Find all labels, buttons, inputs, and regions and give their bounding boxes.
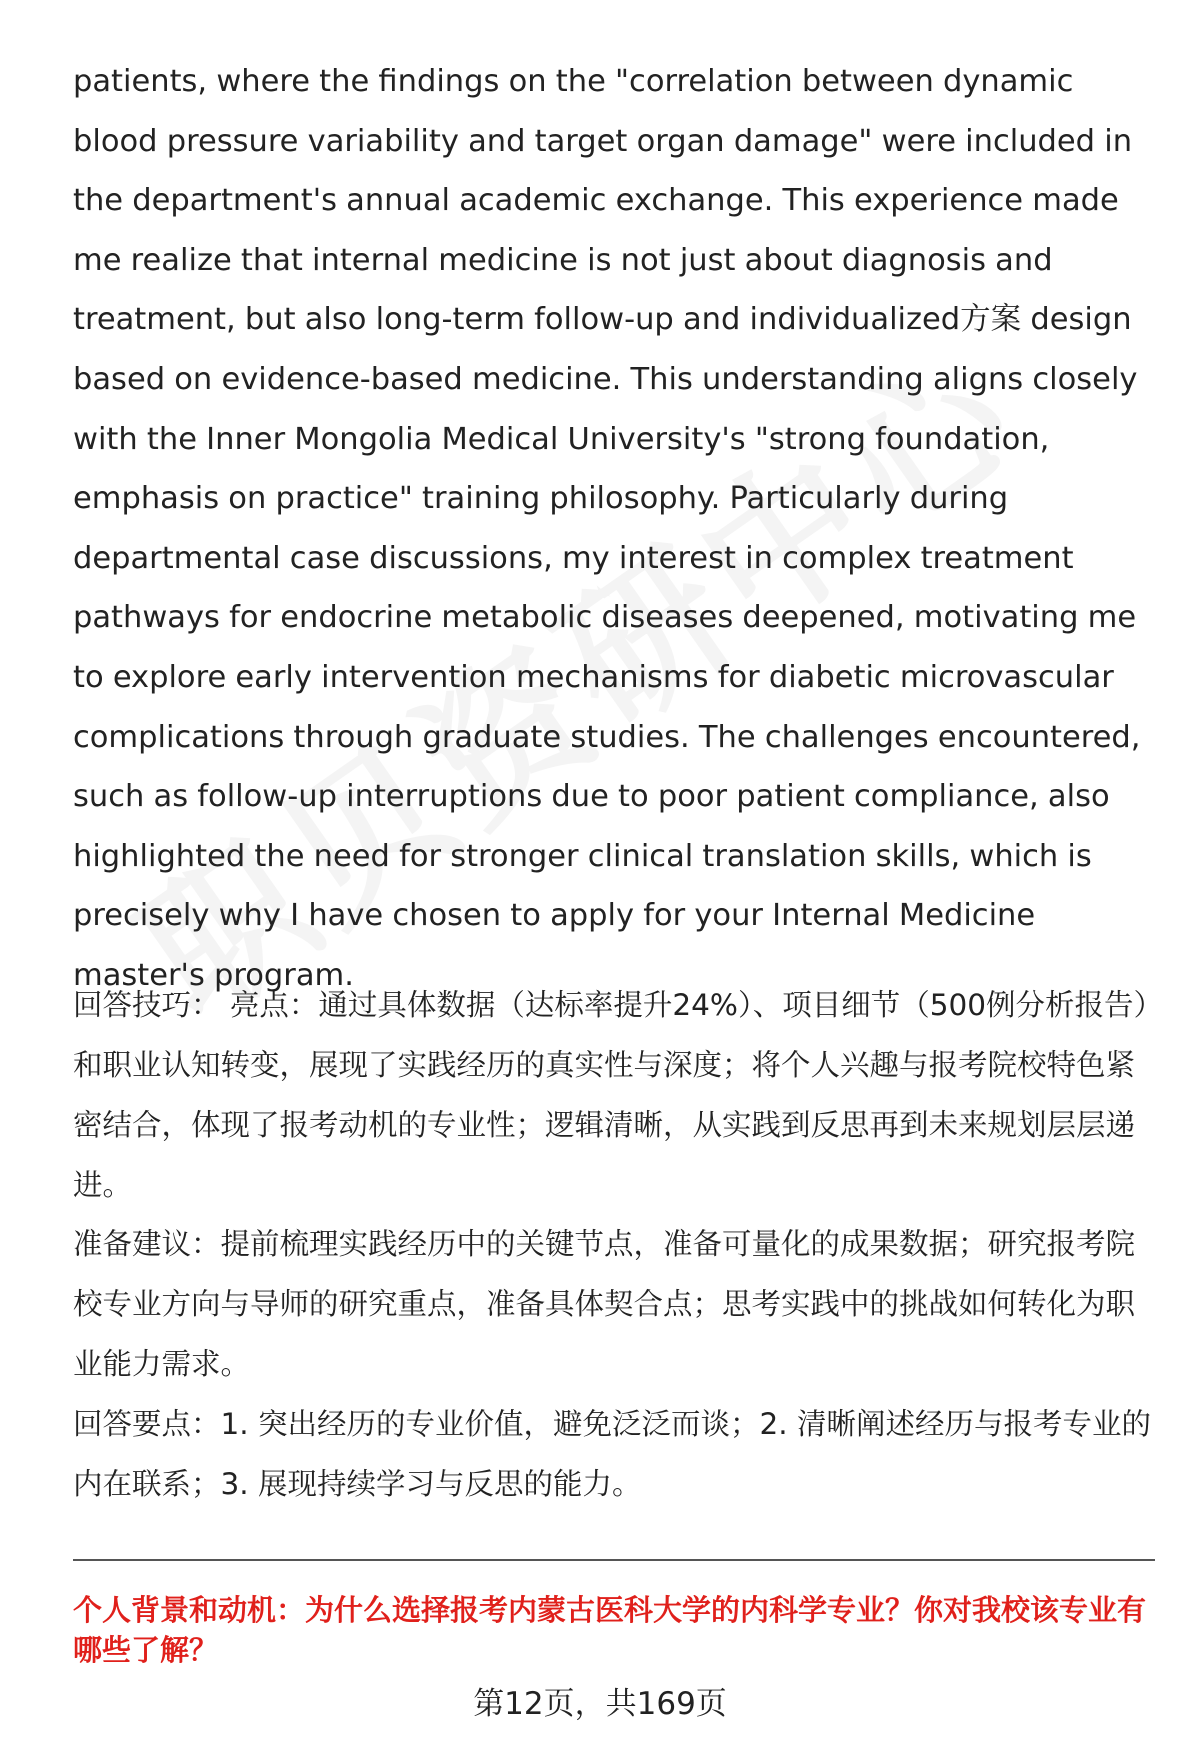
answer-paragraph: patients, where the findings on the "correlation between dynamic blood pressure variability and target organ damage" were included in the department's annual academic exchange. This experience made me realize that internal medicine is not just about diagnosis and treatment, but also long-term follow-up and individualized方案 design based on evidence-based medicine. This understanding aligns closely with the Inner Mongolia Medical University's "strong foundation, emphasis on practice" training philosophy. Particularly during departmental case discussions, my interest in complex treatment pathways for endocrine metabolic diseases deepened, motivating me to explore early intervention mechanisms for diabetic microvascular complications through graduate studies. The challenges encountered, such as follow-up interruptions due to poor patient compliance, also highlighted the need for stronger clinical translation skills, which is precisely why I have chosen to apply for your Internal Medicine master's program. bbox=[73, 64, 1141, 993]
next-question-heading: 个人背景和动机：为什么选择报考内蒙古医科大学的内科学专业？你对我校该专业有哪些了解？ bbox=[73, 1593, 1147, 1667]
section-divider bbox=[73, 1559, 1155, 1561]
page-number: 第12页，共169页 bbox=[473, 1686, 727, 1722]
answer-skills-note: 回答技巧： 亮点：通过具体数据（达标率提升24%）、项目细节（500例分析报告）和职业认知转变，展现了实践经历的真实性与深度；将个人兴趣与报考院校特色紧密结合，体现了报考动机的专业性；逻辑清晰，从实践到反思再到未来规划层层递进。 bbox=[73, 988, 1149, 1202]
key-points-note: 回答要点：1. 突出经历的专业价值，避免泛泛而谈；2. 清晰阐述经历与报考专业的内在联系；3. 展现持续学习与反思的能力。 bbox=[73, 1407, 1152, 1501]
preparation-note: 准备建议：提前梳理实践经历中的关键节点，准备可量化的成果数据；研究报考院校专业方向与导师的研究重点，准备具体契合点；思考实践中的挑战如何转化为职业能力需求。 bbox=[73, 1227, 1136, 1381]
